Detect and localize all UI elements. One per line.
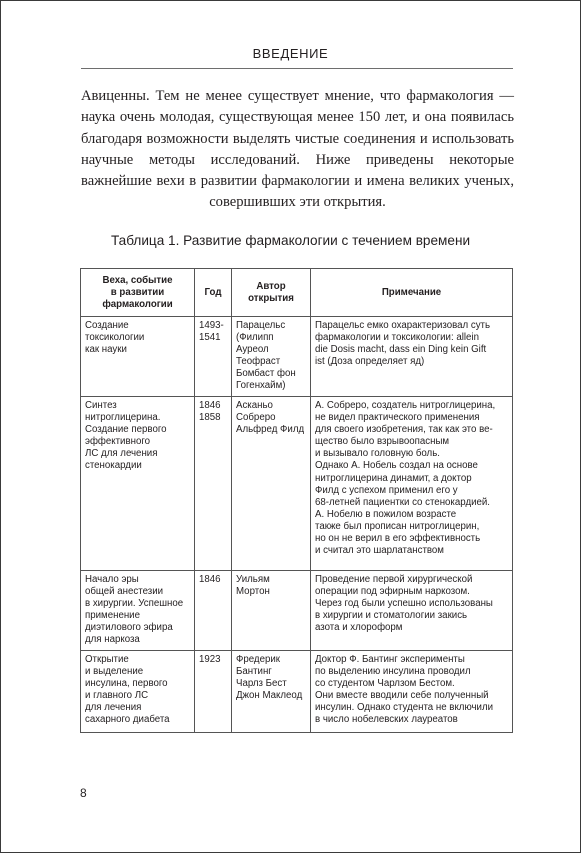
cell-note: Парацельс емко охарактеризовал суть фармакологии и токсикологии: allein die Dosis macht, dass ein Ding kein Gift ist (Доза определяет яд) [311, 317, 513, 397]
table-caption: Таблица 1. Развитие фармакологии с течением времени [110, 233, 471, 248]
cell-author: Парацельс (Филипп Ауреол Теофраст Бомбаст фон Гогенхайм) [232, 317, 311, 397]
cell-event: Начало эры общей анестезии в хирургии. Успешное применение диэтилового эфира для наркоза [81, 571, 195, 651]
table-row [81, 651, 513, 733]
pharmacology-timeline-table [80, 268, 513, 733]
cell-event: Открытие и выделение инсулина, первого и главного ЛС для лечения сахарного диабета [81, 651, 195, 733]
cell-event: Создание токсикологии как науки [81, 317, 195, 397]
column-header-year: Год [195, 269, 232, 317]
cell-note: Доктор Ф. Бантинг эксперименты по выделению инсулина проводил со студентом Чарлзом Бестом. Они вместе вводили себе полученный инсулин. Однако студента не включили в число нобелевских лауреатов [311, 651, 513, 733]
cell-note: Проведение первой хирургической операции под эфирным наркозом. Через год были успешно использованы в хирургии и стоматологии закись азота и хлороформ [311, 571, 513, 651]
running-header: ВВЕДЕНИЕ [252, 46, 329, 61]
cell-note: А. Собреро, создатель нитроглицерина, не видел практического применения для своего изобретения, так как это ве- щество было взрывоопасным и вызывало головную боль. Однако А. Нобель создал на основе нитроглицерина динамит, а доктор Филд с успехом применил его у 68-летней пациентки со стенокардией. А. Нобелю в пожилом возрасте также был прописан нитроглицерин, но он не верил в его эффективность и считал это шарлатанством [311, 397, 513, 571]
column-header-event: Веха, событие в развитии фармакологии [81, 269, 195, 317]
cell-year: 1846 1858 [195, 397, 232, 571]
column-header-note: Примечание [311, 269, 513, 317]
cell-author: Фредерик Бантинг Чарлз Бест Джон Маклеод [232, 651, 311, 733]
cell-author: Асканьо Собреро Альфред Филд [232, 397, 311, 571]
column-header-author: Автор открытия [232, 269, 311, 317]
cell-author: Уильям Мортон [232, 571, 311, 651]
cell-year: 1846 [195, 571, 232, 651]
page-number: 8 [80, 786, 87, 800]
cell-year: 1493- 1541 [195, 317, 232, 397]
cell-year: 1923 [195, 651, 232, 733]
table-row [81, 571, 513, 651]
table-row [81, 397, 513, 571]
table-row [81, 317, 513, 397]
header-rule [81, 68, 513, 69]
table-header-row [81, 269, 513, 317]
intro-paragraph: Авиценны. Тем не менее существует мнение, что фармакология — наука очень молодая, существующая менее 150 лет, и она появилась благодаря возможности выделять чистые соединения и использовать научные методы исследований. Ниже приведены некоторые важнейшие вехи в развитии фармакологии и имена великих ученых, совершивших эти открытия. [81, 88, 514, 211]
cell-event: Синтез нитроглицерина. Создание первого эффективного ЛС для лечения стенокардии [81, 397, 195, 571]
